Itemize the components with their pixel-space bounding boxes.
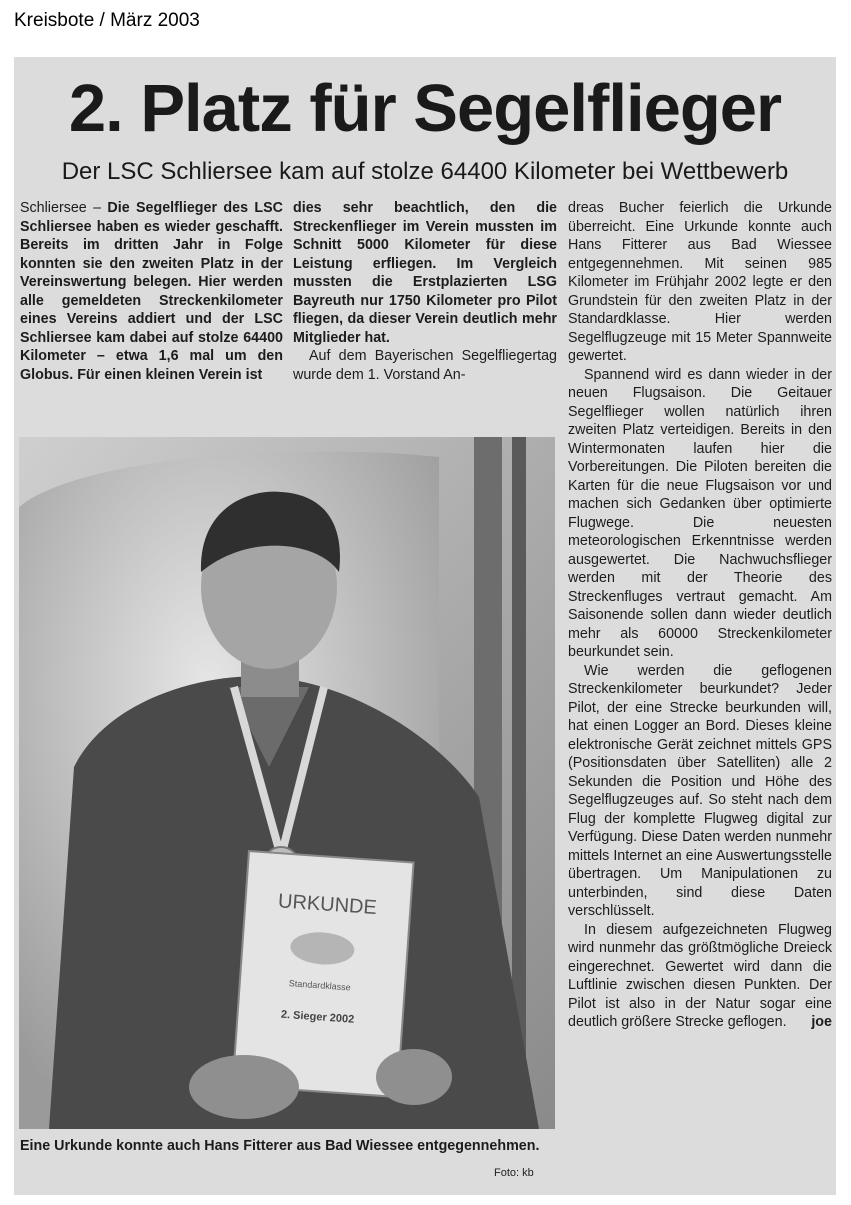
newspaper-clipping bbox=[14, 57, 836, 1195]
photo-caption: Eine Urkunde konnte auch Hans Fitterer aus Bad Wiessee entgegennehmen. bbox=[20, 1138, 540, 1154]
certificate-line: Standardklasse bbox=[288, 978, 352, 993]
dateline: Schliersee – bbox=[20, 200, 108, 216]
source-label: Kreisbote / März 2003 bbox=[14, 10, 200, 31]
certificate-title: URKUNDE bbox=[277, 890, 378, 920]
paragraph: Spannend wird es dann wieder in der neuen Flugsaison. Die Geitauer Segelflieger wollen natürlich ihren zweiten Platz verteidigen. Bereits in den Wintermonaten laufen hier die Vorbereitungen. Die Piloten bereiten die Karten für die neue Flugsaison vor und machen sich Gedanken über optimierte Flugwege. Die neuesten meteorologischen Erkenntnisse werden ausgewertet. Die Nachwuchsflieger werden mit der Theorie des Streckenfluges vertraut gemacht. Am Saisonende sollen dann wieder deutlich mehr als 60000 Streckenkilometer beurkundet sein. bbox=[568, 366, 832, 660]
author-signature: joe bbox=[811, 1014, 832, 1030]
photo-illustration bbox=[19, 437, 555, 1129]
column-1 bbox=[20, 199, 283, 384]
hand bbox=[189, 1055, 299, 1119]
paragraph: Auf dem Bayerischen Segelfliegertag wurde dem 1. Vorstand An- bbox=[293, 348, 557, 383]
photo-credit: Foto: kb bbox=[494, 1167, 534, 1179]
column-3 bbox=[568, 199, 832, 1032]
lead-text: Die Segelflieger des LSC Schliersee haben es wieder geschafft. Bereits im dritten Jahr in Folge konnten sie den zweiten Platz in der Vereinswertung belegen. Hier werden alle gemeldeten Streckenkilometer eines Vereins addiert und der LSC Schliersee kam dabei auf stolze 64400 Kilometer – etwa 1,6 mal um den Globus. Für einen kleinen Verein ist bbox=[20, 200, 283, 383]
certificate-line: 2. Sieger 2002 bbox=[280, 1008, 355, 1026]
column-2 bbox=[293, 199, 557, 384]
paragraph: dreas Bucher feierlich die Urkunde überreicht. Eine Urkunde konnte auch Hans Fitterer aus Bad Wiessee entgegennehmen. Mit seinen 985 Kilometer im Frühjahr 2002 legte er den Grundstein für den zweiten Platz in der Standardklasse. Hier werden Segelflugzeuge mit 15 Meter Spannweite gewertet. bbox=[568, 200, 832, 364]
lead-continued: dies sehr beachtlich, den die Streckenflieger im Verein mussten im Schnitt 5000 Kilometer für diese Leistung erfliegen. Im Vergleich mussten die Erstplazierten LSG Bayreuth nur 1750 Kilometer pro Pilot fliegen, da dieser Verein deutlich mehr Mitglieder hat. bbox=[293, 200, 557, 346]
subheadline: Der LSC Schliersee kam auf stolze 64400 Kilometer bei Wettbewerb bbox=[61, 158, 789, 185]
paragraph: Wie werden die geflogenen Streckenkilometer beurkundet? Jeder Pilot, der eine Strecke beurkunden will, hat einen Logger an Bord. Dieses kleine elektronische Gerät zeichnet mittels GPS (Positionsdaten über Satelliten) alle 2 Sekunden die Position und Höhe des Segelflugzeuges auf. So steht nach dem Flug der komplette Flugweg digital zur Verfügung. Diese Daten werden nunmehr mittels Internet an eine Auswertungsstelle übertragen. Um Manipulationen zu unterbinden, sind diese Daten verschlüsselt. bbox=[568, 662, 832, 919]
paragraph: In diesem aufgezeichneten Flugweg wird nunmehr das größtmögliche Dreieck eingerechnet. Gewertet wird dann die Luftlinie zwischen diesen Punkten. Der Pilot ist also in der Natur sogar eine deutlich größere Strecke geflogen. bbox=[568, 921, 832, 1030]
news-photo bbox=[19, 437, 555, 1129]
hand bbox=[376, 1049, 452, 1105]
headline: 2. Platz für Segelflieger bbox=[68, 71, 782, 146]
